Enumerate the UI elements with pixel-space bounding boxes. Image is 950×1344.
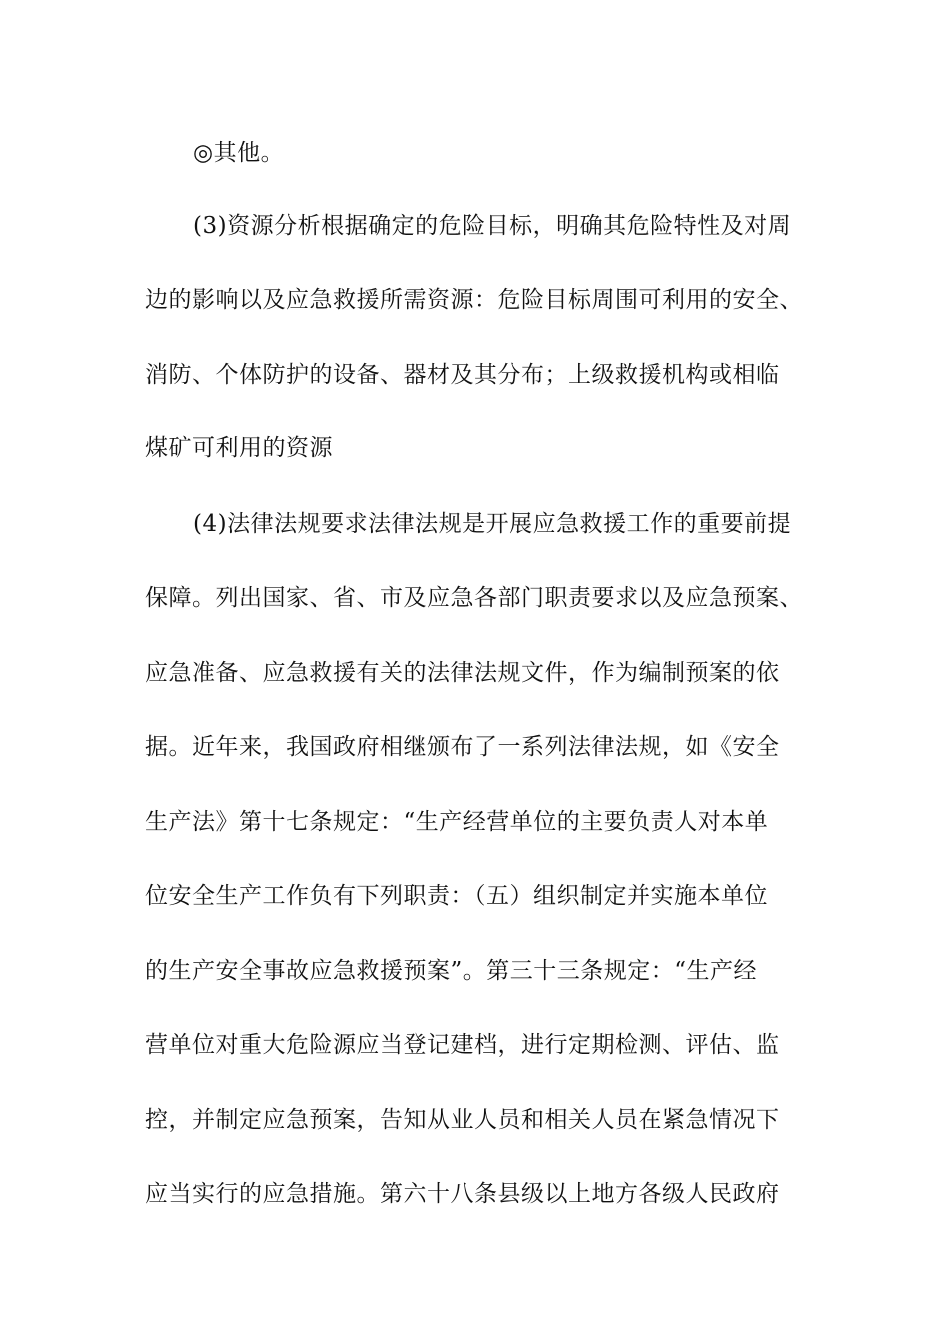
text-line-14: 控，并制定应急预案，告知从业人员和相关人员在紧急情况下	[145, 1107, 780, 1133]
text-line-3: 边的影响以及应急救援所需资源：危险目标周围可利用的安全、	[145, 287, 803, 313]
text-line-6: (4)法律法规要求法律法规是开展应急救援工作的重要前提	[193, 511, 792, 537]
text-line-11: 位安全生产工作负有下列职责：（五）组织制定并实施本单位	[145, 883, 768, 909]
text-line-1: ◎其他。	[193, 140, 285, 166]
text-line-12: 的生产安全事故应急救援预案”。第三十三条规定：“生产经	[145, 958, 758, 984]
text-line-7: 保障。列出国家、省、市及应急各部门职责要求以及应急预案、	[145, 585, 803, 611]
text-line-8: 应急准备、应急救援有关的法律法规文件，作为编制预案的依	[145, 660, 780, 686]
text-line-5: 煤矿可利用的资源	[145, 435, 333, 461]
text-line-13: 营单位对重大危险源应当登记建档，进行定期检测、评估、监	[145, 1032, 780, 1058]
text-line-9: 据。近年来，我国政府相继颁布了一系列法律法规，如《安全	[145, 734, 780, 760]
text-line-4: 消防、个体防护的设备、器材及其分布；上级救援机构或相临	[145, 362, 780, 388]
text-line-2: (3)资源分析根据确定的危险目标，明确其危险特性及对周	[193, 213, 792, 239]
text-line-10: 生产法》第十七条规定：“生产经营单位的主要负责人对本单	[145, 809, 769, 835]
text-line-15: 应当实行的应急措施。第六十八条县级以上地方各级人民政府	[145, 1181, 780, 1207]
